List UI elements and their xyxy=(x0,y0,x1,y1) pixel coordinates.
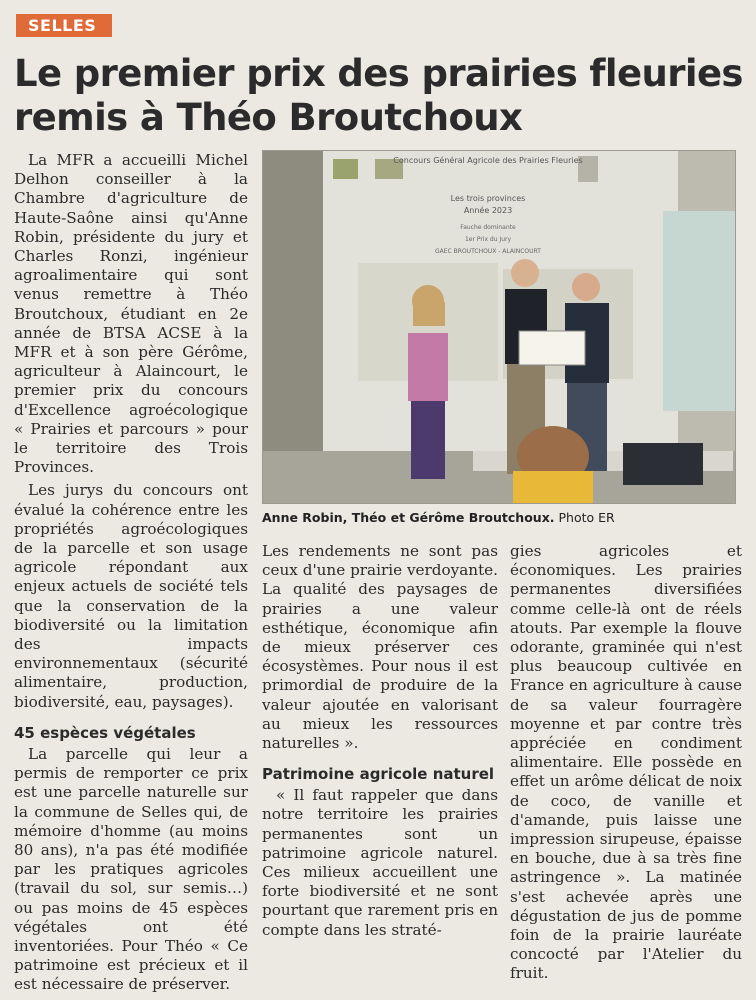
board-line-1: Les trois provinces xyxy=(450,194,526,203)
article-column-1 xyxy=(14,151,248,999)
article-column-2 xyxy=(262,542,498,944)
paragraph: La MFR a accueilli Michel Delhon conseiller à la Chambre d'agriculture de Haute-Saône ainsi qu'Anne Robin, présidente du jury et Charles Ronzi, ingénieur agroalimentaire qui sont venus remettre à Théo Broutchoux, étudiant en 2e année de BTSA ACSE à la MFR et à son père Gérôme, agriculteur à Alaincourt, le premier prix du concours d'Excellence agroécologique « Prairies et parcours » pour le territoire des Trois Provinces. xyxy=(14,151,248,477)
subheading: Patrimoine agricole naturel xyxy=(262,765,495,784)
photo-caption xyxy=(262,510,742,526)
board-line-2: Année 2023 xyxy=(463,206,513,215)
board-line-5: GAEC BROUTCHOUX - ALAINCOURT xyxy=(435,248,541,255)
paragraph: gies agricoles et économiques. Les prairies permanentes diversifiées comme celle-là ont de réels atouts. Par exemple la flouve odorante, graminée qui n'est plus beaucoup cultivée en France en agriculture à cause de sa valeur fourragère moyenne et par contre très appréciée en condiment alimentaire. Elle possède en effet un arôme délicat de noix de coco, de vanille et d'amande, puis laisse une impression sirupeuse, épaisse en bouche, due à sa très fine astringence ». La matinée s'est achevée après une dégustation de jus de pomme foin de la prairie lauréate concocté par l'Atelier du fruit. xyxy=(510,542,742,983)
article-column-3 xyxy=(510,542,742,988)
board-title: Concours Général Agricole des Prairies Fleuries xyxy=(393,156,583,165)
board-line-3: Fauche dominante xyxy=(460,224,516,231)
diploma-icon xyxy=(519,331,585,365)
paragraph: La parcelle qui leur a permis de remporter ce prix est une parcelle naturelle sur la commune de Selles qui, de mémoire d'homme (au moins 80 ans), n'a pas été modifiée par les pratiques agricoles (travail du sol, sur semis…) ou pas moins de 45 espèces végétales ont été inventoriées. Pour Théo « Ce patrimoine est précieux et il est nécessaire de préserver. xyxy=(14,744,248,994)
subheading: 45 espèces végétales xyxy=(14,723,196,742)
caption-names: Anne Robin, Théo et Gérôme Broutchoux. xyxy=(262,510,555,525)
article-photo xyxy=(262,150,736,504)
headline: Le premier prix des prairies fleuries remis à Théo Broutchoux xyxy=(14,52,743,139)
paragraph: Les jurys du concours ont évalué la cohérence entre les propriétés agroécologiques de la parcelle et son usage agricole répondant aux enjeux actuels de société tels que la conservation de la biodiversité ou la limitation des impacts environnementaux (sécurité alimentaire, production, biodiversité, eau, paysages). xyxy=(14,481,248,711)
caption-credit: Photo ER xyxy=(558,510,615,525)
paragraph: Les rendements ne sont pas ceux d'une prairie verdoyante. La qualité des paysages de prairies a une valeur esthétique, économique afin de mieux préserver ces écosystèmes. Pour nous il est primordial de produire de la valeur ajoutée en valorisant au mieux les ressources naturelles ». xyxy=(262,542,498,753)
section-tag: SELLES xyxy=(16,14,112,37)
laptop-icon xyxy=(623,443,703,485)
photo-illustration xyxy=(263,151,736,504)
paragraph: « Il faut rappeler que dans notre territoire les prairies permanentes sont un patrimoine agricole naturel. Ces milieux accueillent une forte biodiversité et ne sont pourtant que rarement pris en compte dans les straté- xyxy=(262,786,498,939)
board-line-4: 1er Prix du Jury xyxy=(464,236,512,243)
logo-left-icon xyxy=(333,159,358,179)
